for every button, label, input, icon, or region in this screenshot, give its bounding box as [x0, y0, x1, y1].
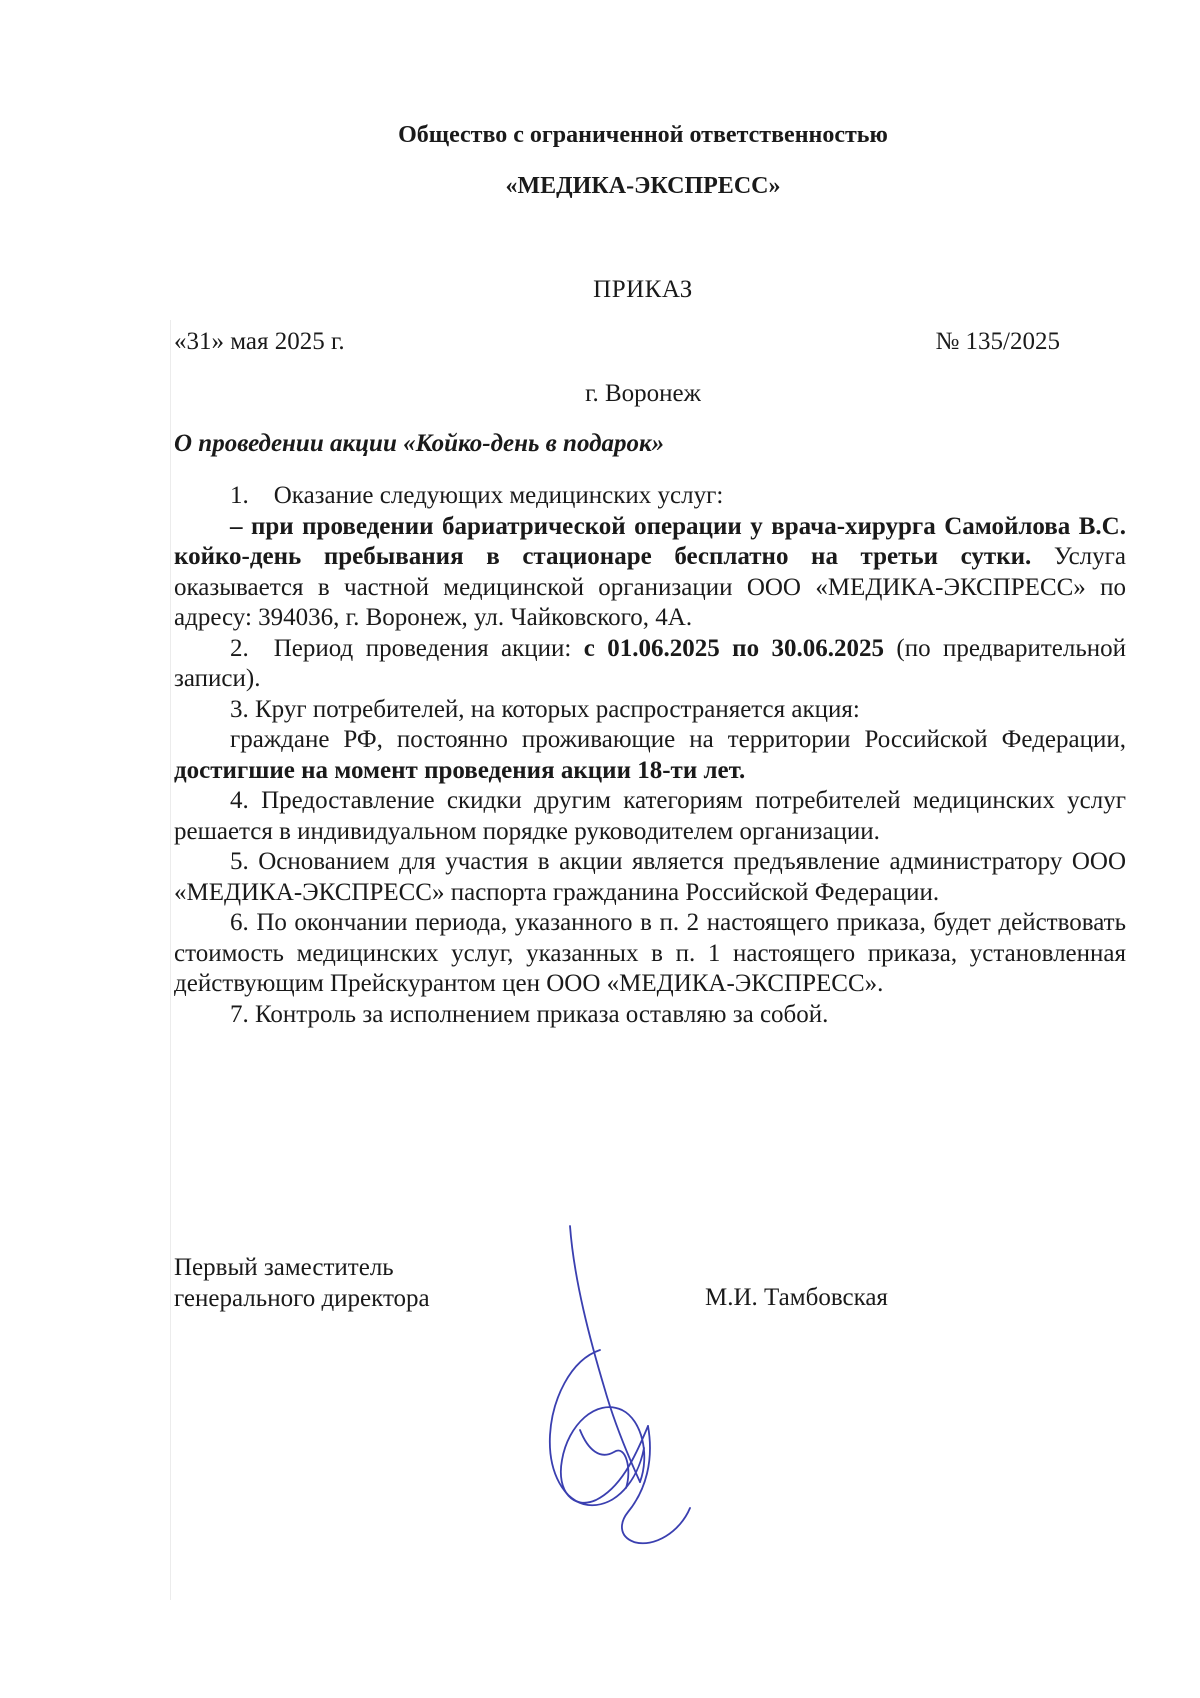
- item-2-text: [174, 634, 1126, 695]
- item-2-period: с 01.06.2025 по 30.06.2025: [583, 634, 884, 662]
- order-date: «31» мая 2025 г.: [174, 328, 345, 355]
- document-title: ПРИКАЗ: [593, 276, 693, 303]
- item-6-text: 6. По окончании периода, указанного в п. 2 настоящего приказа, будет действовать стоимость медицинских услуг, указанных в п. 1 настоящего приказа, установленная действующим Прейскурантом цен ООО «МЕДИКА-ЭКСПРЕСС».: [174, 909, 1126, 997]
- signatory-position: [174, 1252, 430, 1314]
- item-1-heading: 1. Оказание следующих медицинских услуг:: [230, 482, 724, 509]
- order-subject: О проведении акции «Койко-день в подарок»: [174, 430, 665, 457]
- signature-strokes: [550, 1226, 690, 1543]
- item-2-tail: (по предварительной записи).: [174, 634, 1126, 692]
- item-1-bold: – при проведении бариатрической операции у врача-хирурга Самойлова В.С. койко-день пребывания в стационаре бесплатно на третьи сутки.: [174, 512, 1126, 570]
- scan-margin-line: [170, 320, 171, 1600]
- item-7-text: 7. Контроль за исполнением приказа оставляю за собой.: [230, 1000, 829, 1028]
- item-1-rest: Услуга оказывается в частной медицинской организации ООО «МЕДИКА-ЭКСПРЕСС» по адресу: 394036, г. Воронеж, ул. Чайковского, 4А.: [174, 543, 1126, 631]
- item-3-bold: достигшие на момент проведения акции 18-ти лет.: [174, 756, 746, 784]
- item-3-heading: 3. Круг потребителей, на которых распространяется акция:: [230, 695, 860, 723]
- organization-name-line2: «МЕДИКА-ЭКСПРЕСС»: [505, 173, 781, 199]
- item-2-lead: 2. Период проведения акции:: [230, 634, 584, 662]
- order-number: № 135/2025: [935, 328, 1060, 355]
- item-4-text: 4. Предоставление скидки другим категориям потребителей медицинских услуг решается в индивидуальном порядке руководителем организации.: [174, 787, 1126, 845]
- item-3-lead: граждане РФ, постоянно проживающие на территории Российской Федерации,: [230, 726, 1126, 753]
- item-5-text: 5. Основанием для участия в акции является предъявление администратору ООО «МЕДИКА-ЭКСПРЕСС» паспорта гражданина Российской Федерации.: [174, 848, 1126, 906]
- item-3-text: [174, 725, 1126, 786]
- signatory-name: М.И. Тамбовская: [705, 1284, 888, 1311]
- organization-name-line1: Общество с ограниченной ответственностью: [398, 122, 888, 148]
- order-city: г. Воронеж: [585, 380, 701, 407]
- item-1-text: [174, 512, 1126, 634]
- signatory-position-line2: генерального директора: [174, 1285, 430, 1312]
- handwritten-signature: [530, 1220, 700, 1550]
- order-body: [174, 481, 1126, 1030]
- signatory-position-line1: Первый заместитель: [174, 1254, 394, 1281]
